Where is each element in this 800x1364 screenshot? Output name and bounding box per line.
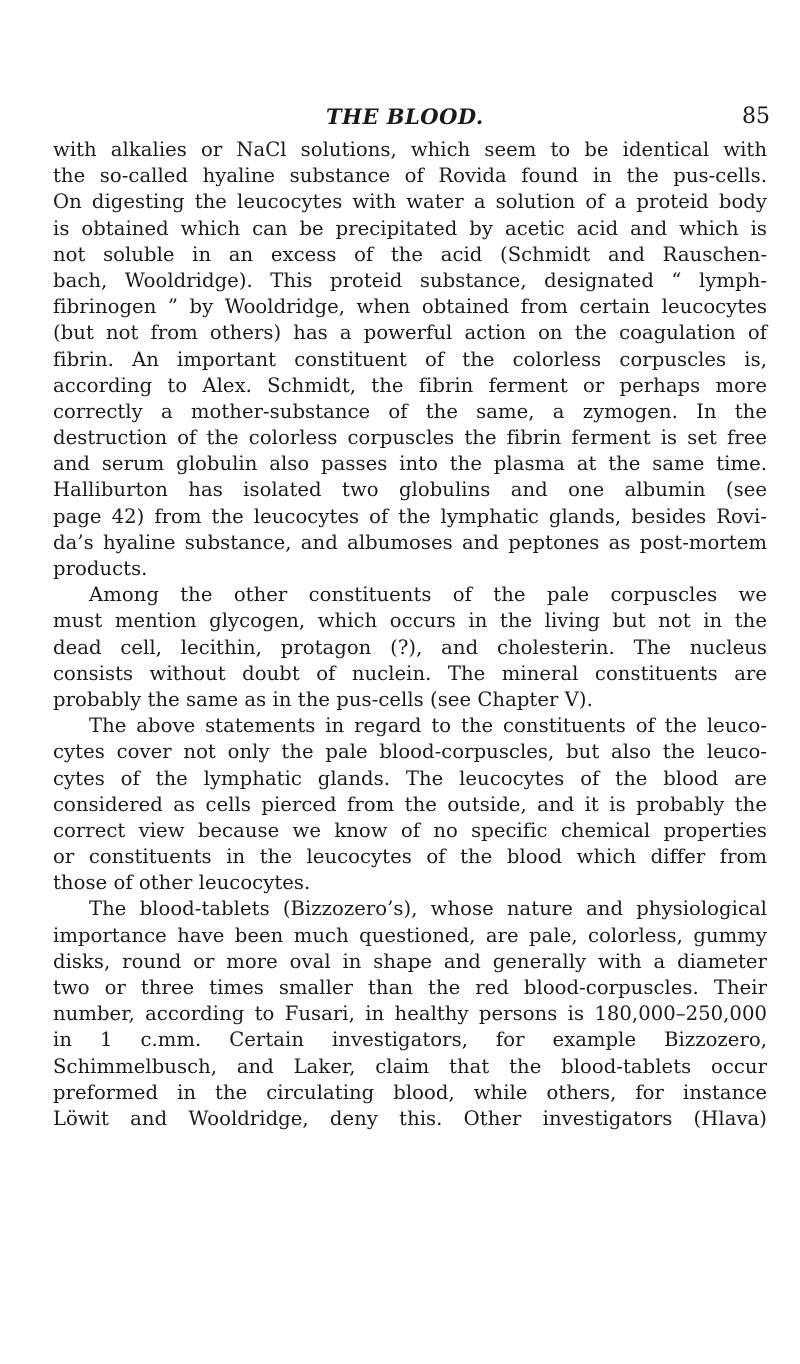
text-line: da’s hyaline substance, and albumoses and peptones as post-mortem [53,530,767,554]
text-line: The above statements in regard to the constituents of the leuco- [89,714,767,738]
text-line: The blood-tablets (Bizzozero’s), whose nature and physiological [89,897,767,921]
text-line: according to Alex. Schmidt, the fibrin ferment or perhaps more [53,373,767,397]
text-line: destruction of the colorless corpuscles the fibrin ferment is set free [53,426,767,450]
text-line: correctly a mother-substance of the same, a zymogen. In the [53,399,767,423]
text-line: importance have been much questioned, are pale, colorless, gummy [53,923,767,947]
running-title: THE BLOOD. [326,104,484,129]
text-line: must mention glycogen, which occurs in the living but not in the [53,609,767,633]
text-line: those of other leucocytes. [53,871,311,895]
text-line: On digesting the leucocytes with water a solution of a proteid body [53,190,767,214]
text-line: fibrinogen ” by Wooldridge, when obtained from certain leucocytes [53,295,767,319]
text-line: and serum globulin also passes into the plasma at the same time. [53,452,767,476]
text-line: Halliburton has isolated two globulins and one albumin (see [53,478,767,502]
text-line: disks, round or more oval in shape and generally with a diameter [53,949,767,973]
text-line: fibrin. An important constituent of the colorless corpuscles is, [53,347,767,371]
text-line: Löwit and Wooldridge, deny this. Other investigators (Hlava) [53,1106,767,1130]
text-line: not soluble in an excess of the acid (Schmidt and Rauschen- [53,242,767,266]
text-line: probably the same as in the pus-cells (see Chapter V). [53,687,593,711]
text-line: dead cell, lecithin, protagon (?), and cholesterin. The nucleus [53,635,767,659]
page-header [100,104,800,134]
text-line: two or three times smaller than the red blood-corpuscles. Their [53,976,767,999]
text-line: cytes cover not only the pale blood-corpuscles, but also the leuco- [53,740,767,764]
text-line: products. [53,557,148,580]
text-line: considered as cells pierced from the outside, and it is probably the [53,792,767,816]
text-line: preformed in the circulating blood, while others, for instance [53,1080,767,1104]
text-line: consists without doubt of nuclein. The mineral constituents are [53,661,767,685]
text-line: Schimmelbusch, and Laker, claim that the blood-tablets occur [53,1054,767,1078]
text-line: bach, Wooldridge). This proteid substance, designated “ lymph- [53,268,767,292]
text-line: the so-called hyaline substance of Rovida found in the pus-cells. [53,164,767,188]
text-line: is obtained which can be precipitated by acetic acid and which is [53,216,767,240]
text-line: correct view because we know of no specific chemical properties [53,818,767,842]
text-line: cytes of the lymphatic glands. The leucocytes of the blood are [53,766,767,790]
text-line: with alkalies or NaCl solutions, which seem to be identical with [53,138,767,161]
body-text [53,137,767,1132]
text-line: number, according to Fusari, in healthy persons is 180,000–250,000 [53,1002,767,1026]
text-line: page 42) from the leucocytes of the lymphatic glands, besides Rovi- [53,504,767,528]
text-line: or constituents in the leucocytes of the blood which differ from [53,845,767,869]
text-line: in 1 c.mm. Certain investigators, for example Bizzozero, [53,1028,767,1052]
text-line: Among the other constituents of the pale corpuscles we [89,583,767,607]
page-number: 85 [742,104,770,129]
text-line: (but not from others) has a powerful action on the coagulation of [53,321,767,345]
